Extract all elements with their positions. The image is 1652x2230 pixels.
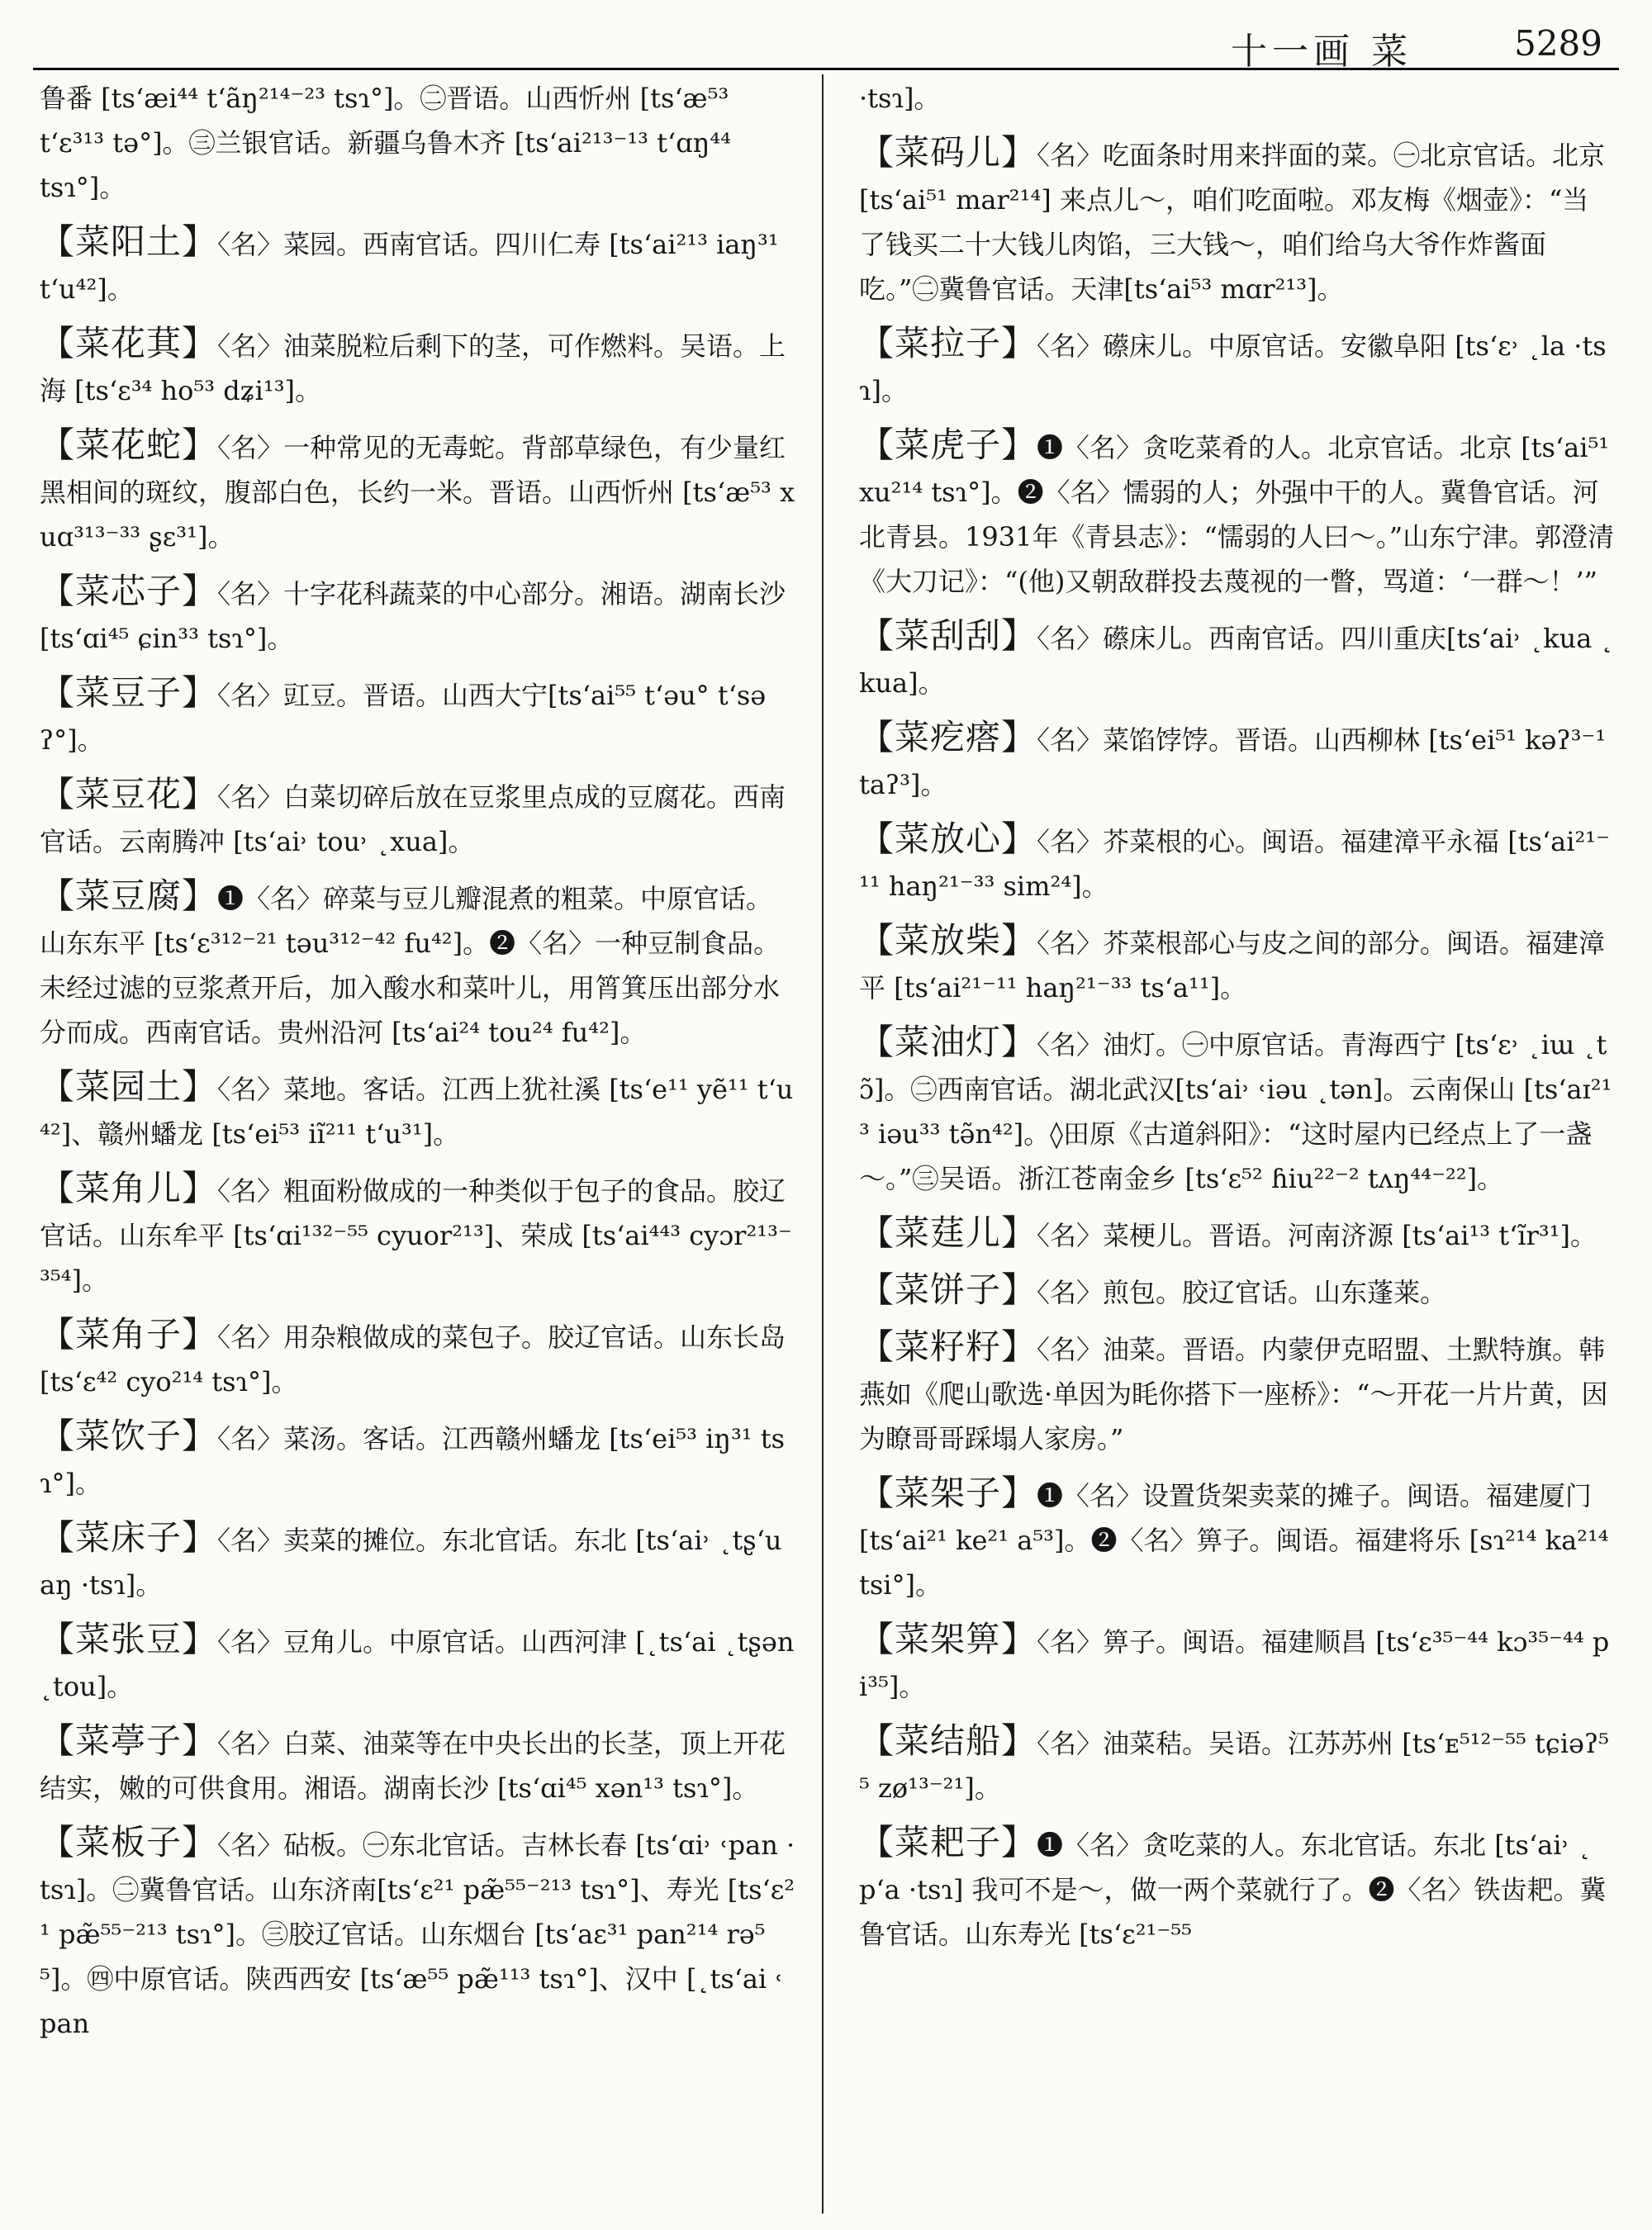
entry-headword: 【菜放柴】 [859, 920, 1037, 961]
entry-headword: 【菜豆腐】 [40, 875, 218, 916]
entry-headword: 【菜芯子】 [40, 571, 218, 611]
right-column [859, 76, 1615, 2213]
entry-definition: 〈名〉菜地。客话。江西上犹社溪 [ts‘e¹¹ yẽ¹¹ t‘u⁴²]、赣州蟠龙 [ts‘ei⁵³ iĩ²¹¹ t‘u³¹]。 [40, 1074, 794, 1150]
entry-headword: 【菜豆花】 [40, 774, 218, 814]
entry-definition: 〈名〉箅子。闽语。福建顺昌 [ts‘ɛ³⁵⁻⁴⁴ kɔ³⁵⁻⁴⁴ pi³⁵]。 [859, 1626, 1610, 1702]
entry-definition: 〈名〉豇豆。晋语。山西大宁[ts‘ai⁵⁵ t‘əu° t‘səʔ°]。 [40, 680, 767, 756]
entry-headword: 【菜油灯】 [859, 1022, 1037, 1062]
entry-definition: 〈名〉菜园。西南官话。四川仁寿 [ts‘ai²¹³ iaŋ³¹ t‘u⁴²]。 [40, 229, 779, 305]
dictionary-entry [859, 1211, 1615, 1258]
dictionary-entry [859, 130, 1615, 311]
entry-headword: 【菜张豆】 [40, 1619, 218, 1659]
entry-headword: 【菜疙瘩】 [859, 717, 1037, 757]
entry-headword: 【菜花萁】 [40, 323, 218, 363]
entry-headword: 【菜莛儿】 [859, 1212, 1037, 1253]
entry-headword: 【菜角儿】 [40, 1168, 218, 1208]
entry-headword: 【菜架箅】 [859, 1619, 1037, 1659]
entry-headword: 【菜耙子】 [859, 1822, 1037, 1862]
entry-headword: 【菜码儿】 [859, 132, 1037, 173]
dictionary-entry [40, 423, 795, 559]
entry-definition: ❶〈名〉贪吃菜肴的人。北京官话。北京 [ts‘ai⁵¹ xu²¹⁴ tsɿ°]。❷〈名〉懦弱的人；外强中干的人。冀鲁官话。河北青县。1931年《青县志》：“懦弱的人曰～。”山东宁津。郭澄清《大刀记》：“(他)又朝敌群投去蔑视的一瞥，骂道：‘一群～！’” [859, 432, 1615, 597]
page-header [33, 15, 1619, 73]
entry-headword: 【菜花蛇】 [40, 425, 218, 465]
dictionary-entry [40, 772, 795, 864]
entry-definition: 〈名〉油菜脱粒后剩下的茎，可作燃料。吴语。上海 [ts‘ɛ³⁴ ho⁵³ dʑi¹³]。 [40, 330, 786, 406]
dictionary-entry [40, 321, 795, 413]
dictionary-entry [40, 874, 795, 1055]
entry-definition: 〈名〉白菜切碎后放在豆浆里点成的豆腐花。西南官话。云南腾冲 [ts‘ai˒ tou˒ ˛xua]。 [40, 781, 786, 857]
dictionary-entry [859, 1471, 1615, 1607]
entry-definition: 〈名〉豆角儿。中原官话。山西河津 [˛ts‘ai ˛tʂən ˛tou]。 [40, 1626, 795, 1702]
dictionary-entry [40, 671, 795, 762]
entry-headword: 【菜板子】 [40, 1822, 218, 1862]
section-title: 十一画 菜 [1231, 31, 1412, 73]
dictionary-entry [859, 423, 1615, 604]
entry-definition: 〈名〉芥菜根部心与皮之间的部分。闽语。福建漳平 [ts‘ai²¹⁻¹¹ haŋ²¹⁻³³ ts‘a¹¹]。 [859, 928, 1606, 1004]
entry-definition: 〈名〉菜汤。客话。江西赣州蟠龙 [ts‘ei⁵³ iŋ³¹ tsɿ°]。 [40, 1423, 786, 1499]
dictionary-entry [859, 321, 1615, 413]
dictionary-entry [859, 715, 1615, 807]
entry-headword: 【菜饼子】 [859, 1269, 1037, 1310]
entry-definition: 〈名〉砧板。㊀东北官话。吉林长春 [ts‘ɑi˒ ˓pan ·tsɿ]。㊁冀鲁官话。山东济南[ts‘ɛ²¹ pæ̃⁵⁵⁻²¹³ tsɿ°]、寿光 [ts‘ɛ²¹ pæ̃⁵⁵⁻²¹³ tsɿ°]。㊂胶辽官话。山东烟台 [ts‘aɛ³¹ pan²¹⁴ rə⁵⁵]。㊃中原官话。陕西西安 [ts‘æ⁵⁵ pæ̃¹¹³ tsɿ°]、汉中 [˛ts‘ai ˓pan [40, 1829, 795, 2039]
entry-headword: 【菜架子】 [859, 1473, 1037, 1513]
entry-definition: 〈名〉白菜、油菜等在中央长出的长茎，顶上开花结实，嫩的可供食用。湘语。湖南长沙 [ts‘ɑi⁴⁵ xən¹³ tsɿ°]。 [40, 1728, 786, 1804]
entry-headword: 【菜虎子】 [859, 425, 1037, 465]
entry-headword: 【菜籽籽】 [859, 1326, 1037, 1367]
dictionary-entry [40, 1820, 795, 2046]
entry-headword: 【菜床子】 [40, 1517, 218, 1558]
dictionary-entry [859, 1820, 1615, 1957]
entry-headword: 【菜豆子】 [40, 672, 218, 713]
entry-definition: 〈名〉礤床儿。西南官话。四川重庆[ts‘ai˒ ˛kua ˛kua]。 [859, 623, 1614, 699]
dictionary-entry [859, 614, 1615, 705]
entry-definition: ❶〈名〉碎菜与豆儿瓣混煮的粗菜。中原官话。山东东平 [ts‘ɛ³¹²⁻²¹ təu³¹²⁻⁴² fu⁴²]。❷〈名〉一种豆制食品。未经过滤的豆浆煮开后，加入酸水和菜叶儿，用筲箕压出部分水分而成。西南官话。贵州沿河 [ts‘ai²⁴ tou²⁴ fu⁴²]。 [40, 883, 781, 1048]
entry-definition: 〈名〉菜馅饽饽。晋语。山西柳林 [ts‘ei⁵¹ kəʔ³⁻¹ taʔ³]。 [859, 724, 1607, 800]
entry-definition: 〈名〉油菜秸。吴语。江苏苏州 [ts‘ᴇ⁵¹²⁻⁵⁵ tɕiəʔ⁵⁵ zø¹³⁻²¹]。 [859, 1728, 1609, 1804]
dictionary-entry [859, 1020, 1615, 1201]
entry-definition: ❶〈名〉设置货架卖菜的摊子。闽语。福建厦门 [ts‘ai²¹ ke²¹ a⁵³]。❷〈名〉箅子。闽语。福建将乐 [sɿ²¹⁴ ka²¹⁴ tsi°]。 [859, 1480, 1609, 1601]
entry-definition: 〈名〉用杂粮做成的菜包子。胶辽官话。山东长岛 [ts‘ɛ⁴² cyo²¹⁴ tsɿ°]。 [40, 1321, 786, 1397]
dictionary-entry [859, 1617, 1615, 1709]
dictionary-entry [40, 1065, 795, 1156]
dictionary-entry [40, 1414, 795, 1506]
entry-definition: 〈名〉卖菜的摊位。东北官话。东北 [ts‘ai˒ ˛tʂ‘uaŋ ·tsɿ]。 [40, 1525, 782, 1601]
entry-headword: 【菜角子】 [40, 1314, 218, 1355]
dictionary-entry [859, 918, 1615, 1010]
dictionary-entry [40, 1312, 795, 1404]
dictionary-entry [40, 1719, 795, 1810]
entry-definition: 〈名〉粗面粉做成的一种类似于包子的食品。胶辽官话。山东牟平 [ts‘ɑi¹³²⁻⁵⁵ cyuor²¹³]、荣成 [ts‘ai⁴⁴³ cyɔr²¹³⁻³⁵⁴]。 [40, 1175, 792, 1296]
dictionary-entry [859, 1719, 1615, 1810]
entry-headword: 【菜饮子】 [40, 1416, 218, 1456]
entry-headword: 【菜拉子】 [859, 323, 1037, 363]
entry-definition: 〈名〉菜梗儿。晋语。河南济源 [ts‘ai¹³ t‘ĩr³¹]。 [1037, 1220, 1597, 1251]
page-number: 5289 [1514, 23, 1602, 64]
dictionary-entry [40, 1516, 795, 1607]
entry-headword: 【菜刮刮】 [859, 615, 1037, 656]
left-column [40, 76, 795, 2213]
entry-definition: 〈名〉一种常见的无毒蛇。背部草绿色，有少量红黑相间的斑纹，腹部白色，长约一米。晋语。山西忻州 [ts‘æ⁵³ xuɑ³¹³⁻³³ ʂɛ³¹]。 [40, 432, 795, 553]
entry-definition: ❶〈名〉贪吃菜的人。东北官话。东北 [ts‘ai˒ ˛p‘a ·tsɿ] 我可不是～，做一两个菜就行了。❷〈名〉铁齿耙。冀鲁官话。山东寿光 [ts‘ɛ²¹⁻⁵⁵ [859, 1829, 1607, 1950]
dictionary-entry [859, 1268, 1615, 1315]
entry-continuation: ·tsɿ]。 [859, 83, 941, 114]
entry-continuation: 鲁番 [ts‘æi⁴⁴ t‘ãŋ²¹⁴⁻²³ tsɿ°]。㊁晋语。山西忻州 [ts‘æ⁵³ t‘ɛ³¹³ tə°]。㊂兰银官话。新疆乌鲁木齐 [ts‘ai²¹³⁻¹³ t‘ɑŋ⁴⁴ tsɿ°]。 [40, 83, 731, 203]
entry-definition: 〈名〉煎包。胶辽官话。山东蓬莱。 [1037, 1277, 1447, 1308]
entry-headword: 【菜放心】 [859, 818, 1037, 859]
entry-headword: 【菜阳土】 [40, 221, 218, 262]
dictionary-entry [859, 817, 1615, 909]
dictionary-entry [40, 569, 795, 661]
column-divider [822, 74, 824, 2213]
dictionary-entry [40, 1166, 795, 1302]
entry-definition: 〈名〉十字花科蔬菜的中心部分。湘语。湖南长沙 [ts‘ɑi⁴⁵ ɕin³³ tsɿ°]。 [40, 578, 786, 654]
entry-definition: 〈名〉油灯。㊀中原官话。青海西宁 [ts‘ɛ˒ ˛iɯ ˛tɔ̃]。㊁西南官话。湖北武汉[ts‘ai˒ ˓iəu ˛tən]。云南保山 [ts‘aɪ²¹³ iəu³³ tə̃n⁴²]。◊田原《古道斜阳》：“这时屋内已经点上了一盏～。”㊂吴语。浙江苍南金乡 [ts‘ɛ⁵² ɦiu²²⁻² tʌŋ⁴⁴⁻²²]。 [859, 1029, 1612, 1194]
dictionary-entry [859, 1325, 1615, 1461]
entry-definition: 〈名〉芥菜根的心。闽语。福建漳平永福 [ts‘ai²¹⁻¹¹ haŋ²¹⁻³³ sim²⁴]。 [859, 826, 1610, 902]
entry-definition: 〈名〉油菜。晋语。内蒙伊克昭盟、土默特旗。韩燕如《爬山歌选·单因为眊你搭下一座桥》：“～开花一片片黄，因为瞭哥哥踩塌人家房。” [859, 1334, 1608, 1454]
entry-definition: 〈名〉礤床儿。中原官话。安徽阜阳 [ts‘ɛ˒ ˛la ·tsɿ]。 [859, 330, 1607, 406]
entry-headword: 【菜结船】 [859, 1720, 1037, 1761]
dictionary-entry [40, 1617, 795, 1709]
entry-headword: 【菜葶子】 [40, 1720, 218, 1761]
entry-headword: 【菜园土】 [40, 1066, 218, 1107]
dictionary-entry [40, 220, 795, 311]
entry-definition: 〈名〉吃面条时用来拌面的菜。㊀北京官话。北京 [ts‘ai⁵¹ mar²¹⁴] 来点儿～，咱们吃面啦。邓友梅《烟壶》：“当了钱买二十大钱儿肉馅，三大钱～，咱们给乌大爷作炸酱面吃。”㊁冀鲁官话。天津[ts‘ai⁵³ mɑr²¹³]。 [859, 140, 1606, 305]
